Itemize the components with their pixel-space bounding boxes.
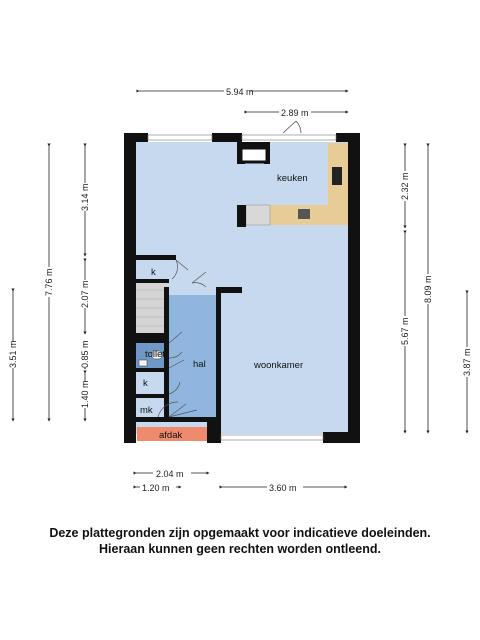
room-label-hal: hal bbox=[193, 359, 206, 370]
dim-left-seg2: 2.07 m bbox=[80, 280, 90, 308]
room-label-keuken: keuken bbox=[277, 173, 308, 184]
room-label-kast-bottom: k bbox=[143, 378, 148, 389]
room-label-afdak: afdak bbox=[159, 430, 183, 441]
toilet-sink-icon bbox=[139, 360, 147, 366]
dim-right-total: 8.09 m bbox=[423, 275, 433, 303]
dim-top-total: 5.94 m bbox=[226, 87, 254, 97]
disclaimer-line-2: Hieraan kunnen geen rechten worden ontleend. bbox=[99, 542, 381, 556]
dim-right-seg2: 5.67 m bbox=[400, 317, 410, 345]
hal-floor bbox=[169, 295, 216, 417]
dim-left-seg3: 0.85 m bbox=[80, 340, 90, 368]
kitchen-sink bbox=[298, 209, 310, 219]
room-label-woonkamer: woonkamer bbox=[254, 360, 304, 371]
kitchen-fridge bbox=[246, 205, 270, 225]
dim-left-total: 7.76 m bbox=[44, 268, 54, 296]
room-label-toilet: toilet bbox=[145, 349, 166, 360]
dim-bottom-entry: 1.20 m bbox=[142, 483, 170, 493]
kitchen-cabinet-box bbox=[241, 148, 267, 162]
dim-left-seg4: 1.40 m bbox=[80, 380, 90, 408]
dim-top-door: 2.89 m bbox=[281, 108, 309, 118]
dim-right-seg1: 2.32 m bbox=[400, 172, 410, 200]
disclaimer-line-1: Deze plattegronden zijn opgemaakt voor indicatieve doeleinden. bbox=[49, 526, 431, 540]
dim-bottom-living: 3.60 m bbox=[269, 483, 297, 493]
dim-left-outer: 3.51 m bbox=[8, 340, 18, 368]
dim-bottom-hal: 2.04 m bbox=[156, 469, 184, 479]
room-label-meterkast: mk bbox=[140, 405, 153, 416]
dim-right-outer: 3.87 m bbox=[462, 348, 472, 376]
kitchen-hob bbox=[332, 167, 342, 185]
front-door-swing bbox=[283, 121, 301, 133]
room-label-kast-top: k bbox=[151, 267, 156, 278]
dim-left-seg1: 3.14 m bbox=[80, 183, 90, 211]
